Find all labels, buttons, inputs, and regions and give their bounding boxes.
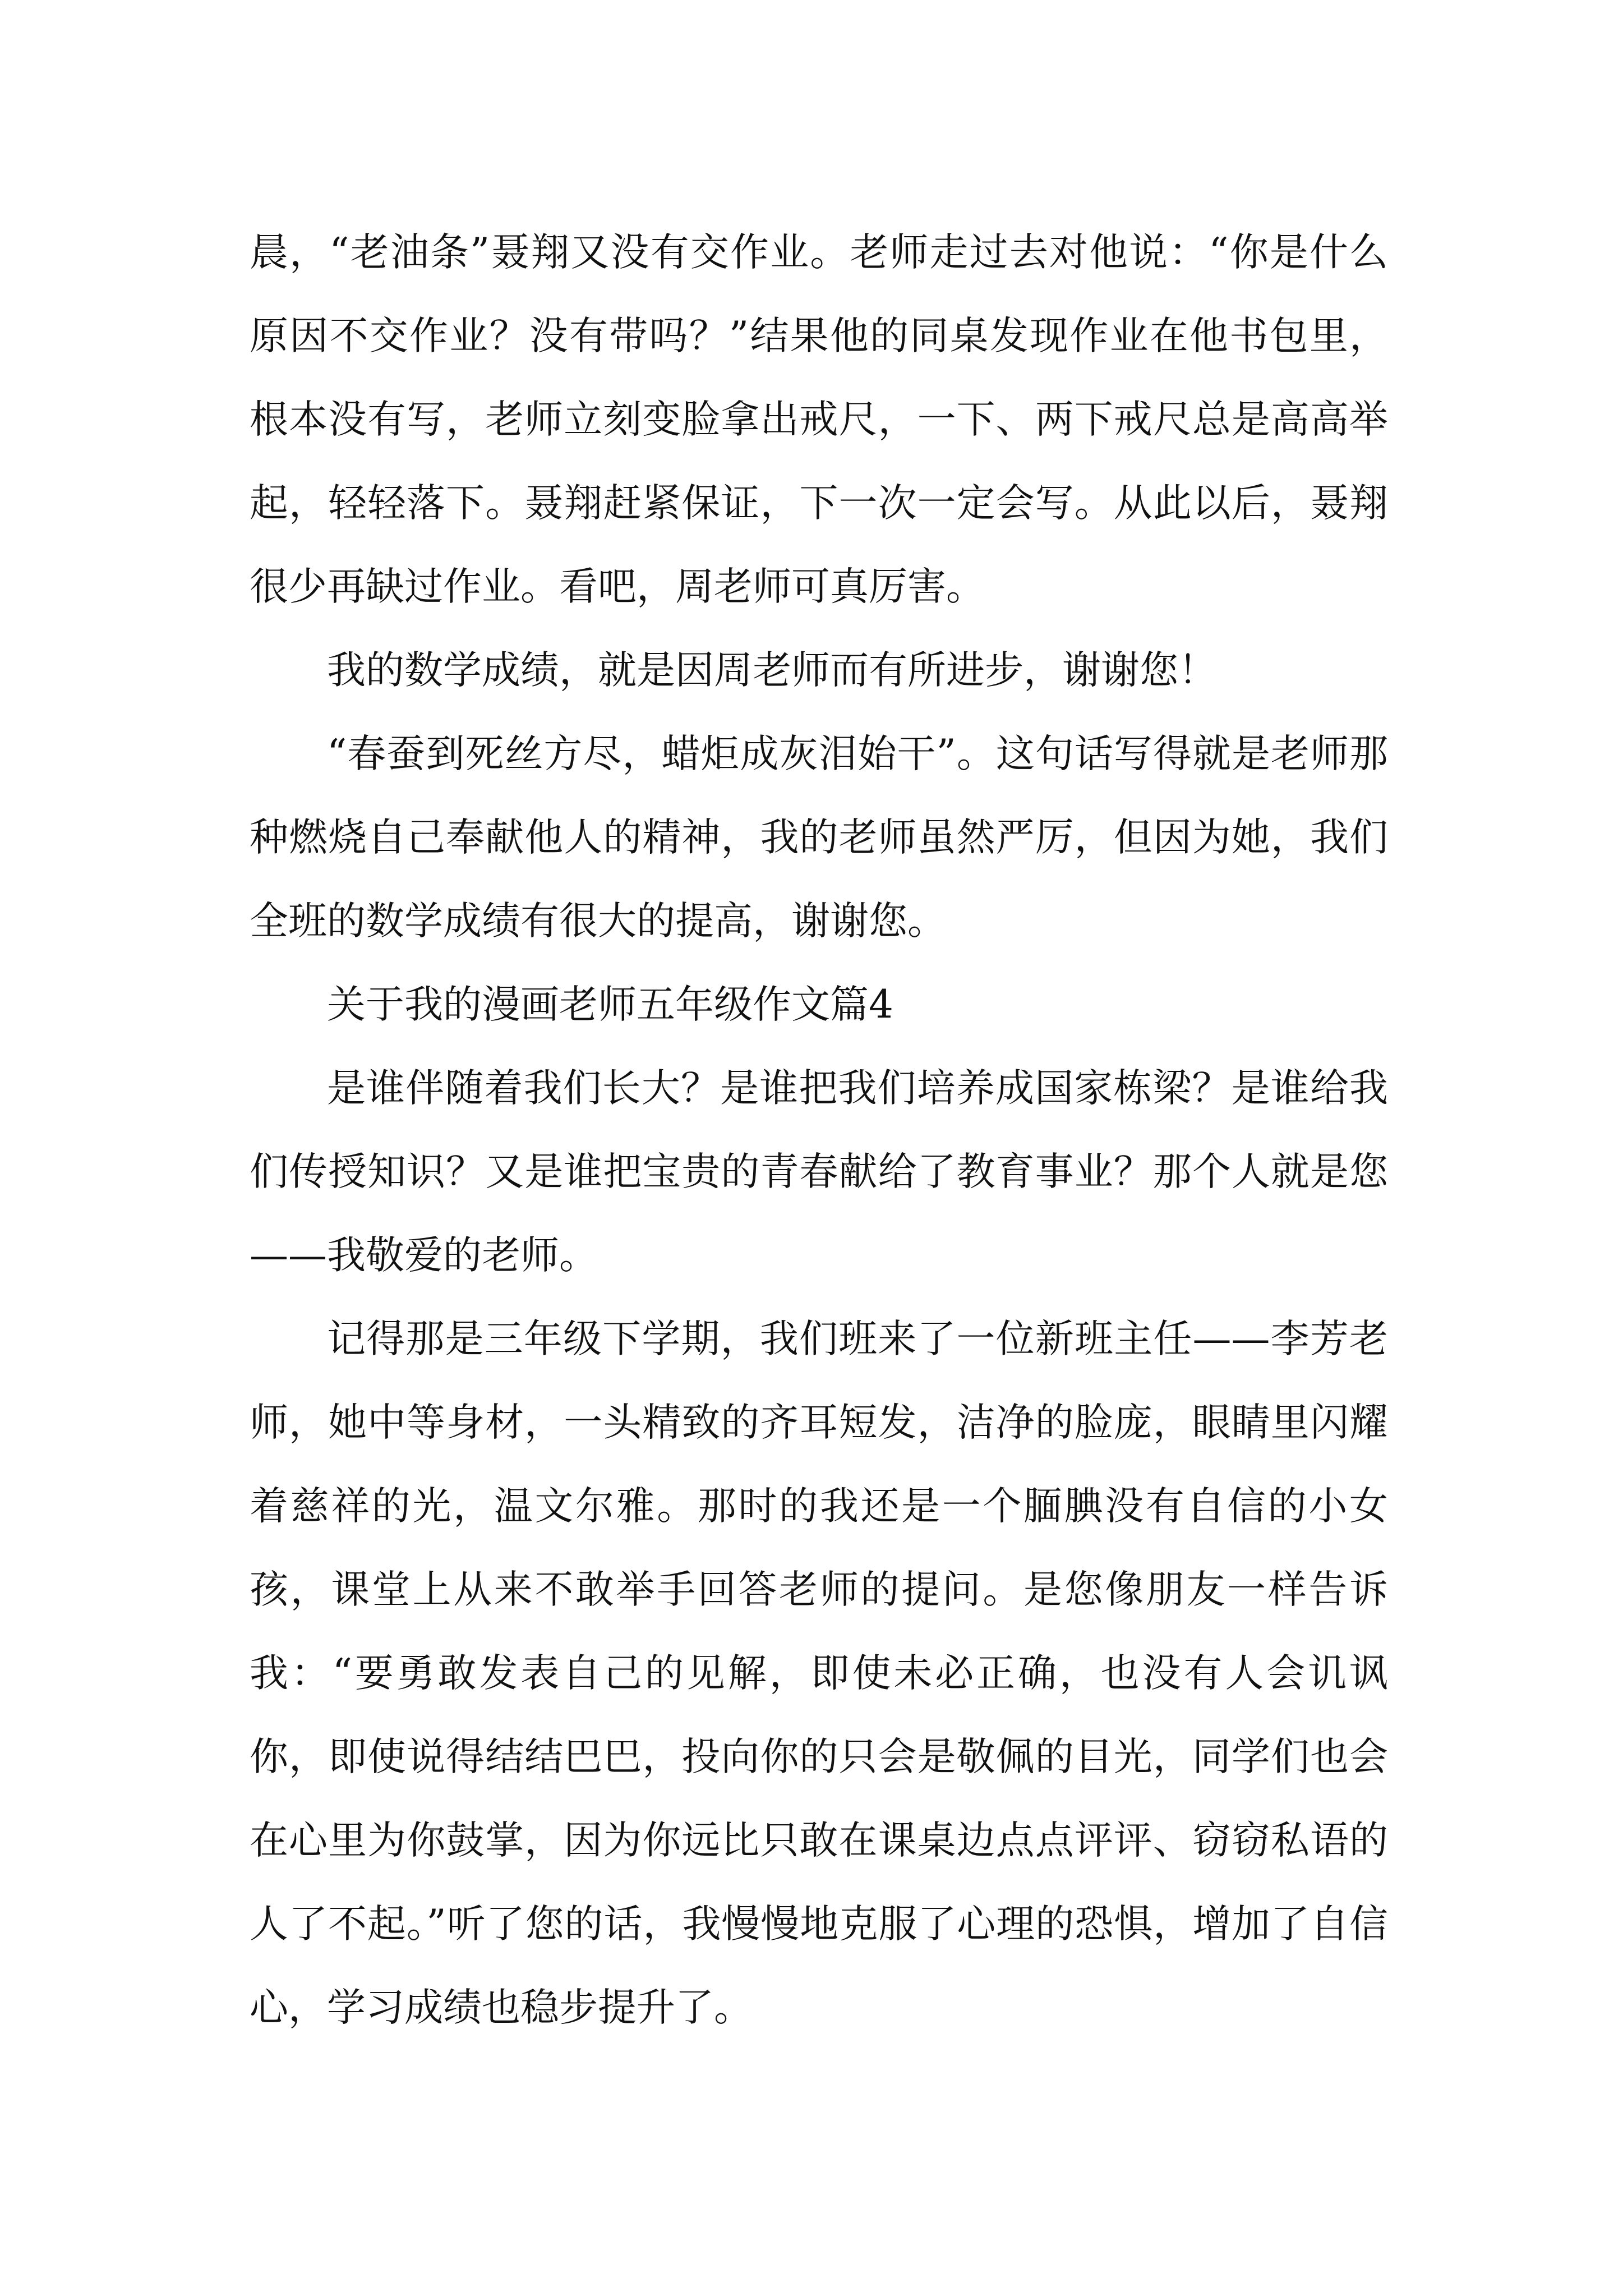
paragraph-story-ending: 晨，“老油条”聂翔又没有交作业。老师走过去对他说：“你是什么原因不交作业？没有带吗？”结果他的同桌发现作业在他书包里，根本没有写，老师立刻变脸拿出戒尺，一下、两下戒尺总是高高举起，轻轻落下。聂翔赶紧保证，下一次一定会写。从此以后，聂翔很少再缺过作业。看吧，周老师可真厉害。 — [250, 230, 1388, 609]
paragraph-thanks-math: 我的数学成绩，就是因周老师而有所进步，谢谢您！ — [327, 648, 1217, 693]
document-body — [250, 211, 1388, 2050]
paragraph-who-question: 是谁伴随着我们长大？是谁把我们培养成国家栋梁？是谁给我们传授知识？又是谁把宝贵的青春献给了教育事业？那个人就是您——我敬爱的老师。 — [250, 1066, 1388, 1278]
paragraph-memory: 记得那是三年级下学期，我们班来了一位新班主任——李芳老师，她中等身材，一头精致的齐耳短发，洁净的脸庞，眼睛里闪耀着慈祥的光，温文尔雅。那时的我还是一个腼腆没有自信的小女孩，课堂上从来不敢举手回答老师的提问。是您像朋友一样告诉我：“要勇敢发表自己的见解，即使未必正确，也没有人会讥讽你，即使说得结结巴巴，投向你的只会是敬佩的目光，同学们也会在心里为你鼓掌，因为你远比只敢在课桌边点点评评、窃窃私语的人了不起。”听了您的话，我慢慢地克服了心理的恐惧，增加了自信心，学习成绩也稳步提升了。 — [250, 1317, 1388, 2030]
section-heading: 关于我的漫画老师五年级作文篇4 — [327, 982, 893, 1027]
paragraph-poem-quote: “春蚕到死丝方尽，蜡炬成灰泪始干”。这句话写得就是老师那种燃烧自己奉献他人的精神，我的老师虽然严厉，但因为她，我们全班的数学成绩有很大的提高，谢谢您。 — [250, 731, 1388, 944]
